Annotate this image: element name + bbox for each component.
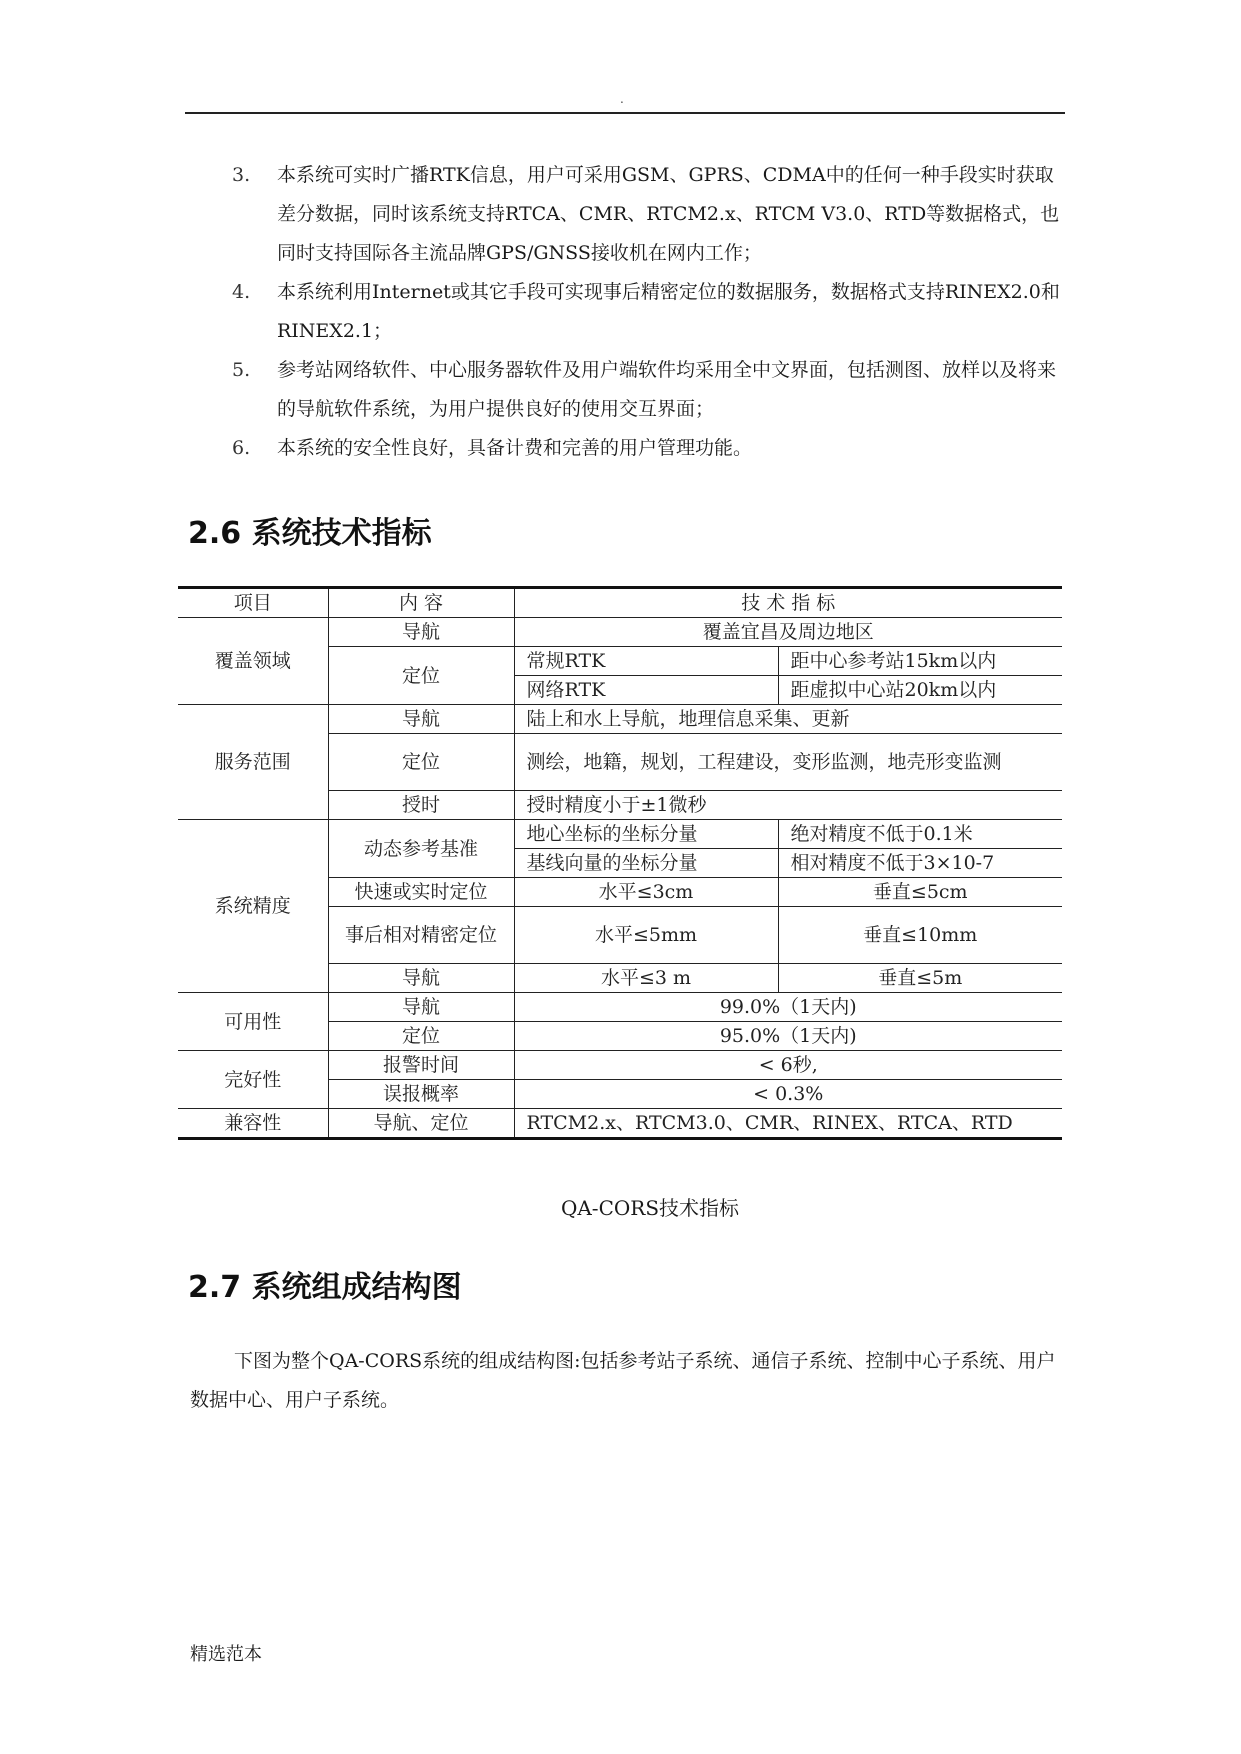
cell-spec: 绝对精度不低于0.1米 <box>778 820 1062 849</box>
cell-spec: 距虚拟中心站20km以内 <box>778 676 1062 705</box>
cell-horizontal: 水平≤5mm <box>514 907 778 964</box>
cell-spec: 陆上和水上导航，地理信息采集、更新 <box>514 705 1062 734</box>
cell-vertical: 垂直≤5cm <box>778 878 1062 907</box>
cell-spec: 授时精度小于±1微秒 <box>514 791 1062 820</box>
list-item-number: 5. <box>232 359 251 381</box>
cell-sub: 地心坐标的坐标分量 <box>514 820 778 849</box>
cell-content: 动态参考基准 <box>328 820 514 878</box>
cell-spec: 覆盖宜昌及周边地区 <box>514 618 1062 647</box>
cell-content: 事后相对精密定位 <box>328 907 514 964</box>
list-item-text: 本系统利用Internet或其它手段可实现事后精密定位的数据服务，数据格式支持RINEX2.0和RINEX2.1； <box>277 281 1060 342</box>
cell-content: 导航 <box>328 705 514 734</box>
cell-content: 快速或实时定位 <box>328 878 514 907</box>
cell-spec: < 6秒, <box>514 1051 1062 1080</box>
row-label-compat: 兼容性 <box>178 1109 328 1139</box>
header-content: 内 容 <box>328 588 514 618</box>
cell-content: 定位 <box>328 734 514 791</box>
header-item: 项目 <box>178 588 328 618</box>
cell-content: 导航 <box>328 618 514 647</box>
cell-spec: 测绘，地籍，规划，工程建设，变形监测，地壳形变监测 <box>514 734 1062 791</box>
list-item-text: 本系统的安全性良好，具备计费和完善的用户管理功能。 <box>277 437 753 459</box>
cell-content: 报警时间 <box>328 1051 514 1080</box>
cell-content: 导航 <box>328 993 514 1022</box>
table-row <box>178 993 1062 1022</box>
list-item-number: 3. <box>232 164 251 186</box>
row-label-coverage: 覆盖领域 <box>178 618 328 705</box>
list-item-number: 4. <box>232 281 251 303</box>
table-row <box>178 618 1062 647</box>
row-label-accuracy: 系统精度 <box>178 820 328 993</box>
cell-horizontal: 水平≤3 m <box>514 964 778 993</box>
cell-content: 授时 <box>328 791 514 820</box>
row-label-service: 服务范围 <box>178 705 328 820</box>
cell-sub: 网络RTK <box>514 676 778 705</box>
cell-spec: RTCM2.x、RTCM3.0、CMR、RINEX、RTCA、RTD <box>514 1109 1062 1139</box>
list-item <box>232 429 1062 468</box>
table-row <box>178 1109 1062 1139</box>
cell-content: 导航 <box>328 964 514 993</box>
list-item-text: 参考站网络软件、中心服务器软件及用户端软件均采用全中文界面，包括测图、放样以及将来的导航软件系统，为用户提供良好的使用交互界面； <box>277 359 1057 420</box>
cell-spec: < 0.3% <box>514 1080 1062 1109</box>
list-item-number: 6. <box>232 437 251 459</box>
table-row <box>178 820 1062 849</box>
cell-sub: 常规RTK <box>514 647 778 676</box>
cell-content: 定位 <box>328 647 514 705</box>
feature-list <box>232 156 1062 468</box>
cell-content: 误报概率 <box>328 1080 514 1109</box>
header-spec: 技 术 指 标 <box>514 588 1062 618</box>
header-rule <box>185 112 1065 114</box>
cell-vertical: 垂直≤10mm <box>778 907 1062 964</box>
list-item <box>232 273 1062 351</box>
row-label-availability: 可用性 <box>178 993 328 1051</box>
section-heading-2-7: 2.7 系统组成结构图 <box>188 1270 462 1305</box>
row-label-integrity: 完好性 <box>178 1051 328 1109</box>
cell-content: 定位 <box>328 1022 514 1051</box>
cell-sub: 基线向量的坐标分量 <box>514 849 778 878</box>
table-row <box>178 1051 1062 1080</box>
cell-spec: 95.0%（1天内) <box>514 1022 1062 1051</box>
cell-spec: 距中心参考站15km以内 <box>778 647 1062 676</box>
list-item-text: 本系统可实时广播RTK信息，用户可采用GSM、GPRS、CDMA中的任何一种手段实时获取差分数据，同时该系统支持RTCA、CMR、RTCM2.x、RTCM V3.0、RTD等数据格式，也同时支持国际各主流品牌GPS/GNSS接收机在网内工作； <box>277 164 1060 264</box>
section-paragraph: 下图为整个QA-CORS系统的组成结构图:包括参考站子系统、通信子系统、控制中心子系统、用户数据中心、用户子系统。 <box>190 1350 1056 1411</box>
cell-spec: 相对精度不低于3×10-7 <box>778 849 1062 878</box>
list-item <box>232 156 1062 273</box>
table-caption: QA-CORS技术指标 <box>560 1196 740 1220</box>
table-header-row <box>178 588 1062 618</box>
cell-horizontal: 水平≤3cm <box>514 878 778 907</box>
spec-table <box>178 586 1062 1140</box>
section-heading-2-6: 2.6 系统技术指标 <box>188 516 432 551</box>
cell-spec: 99.0%（1天内) <box>514 993 1062 1022</box>
cell-vertical: 垂直≤5m <box>778 964 1062 993</box>
cell-content: 导航、定位 <box>328 1109 514 1139</box>
table-row <box>178 705 1062 734</box>
list-item <box>232 351 1062 429</box>
page-footer: 精选范本 <box>190 1644 262 1665</box>
header-dot: . <box>620 92 624 106</box>
